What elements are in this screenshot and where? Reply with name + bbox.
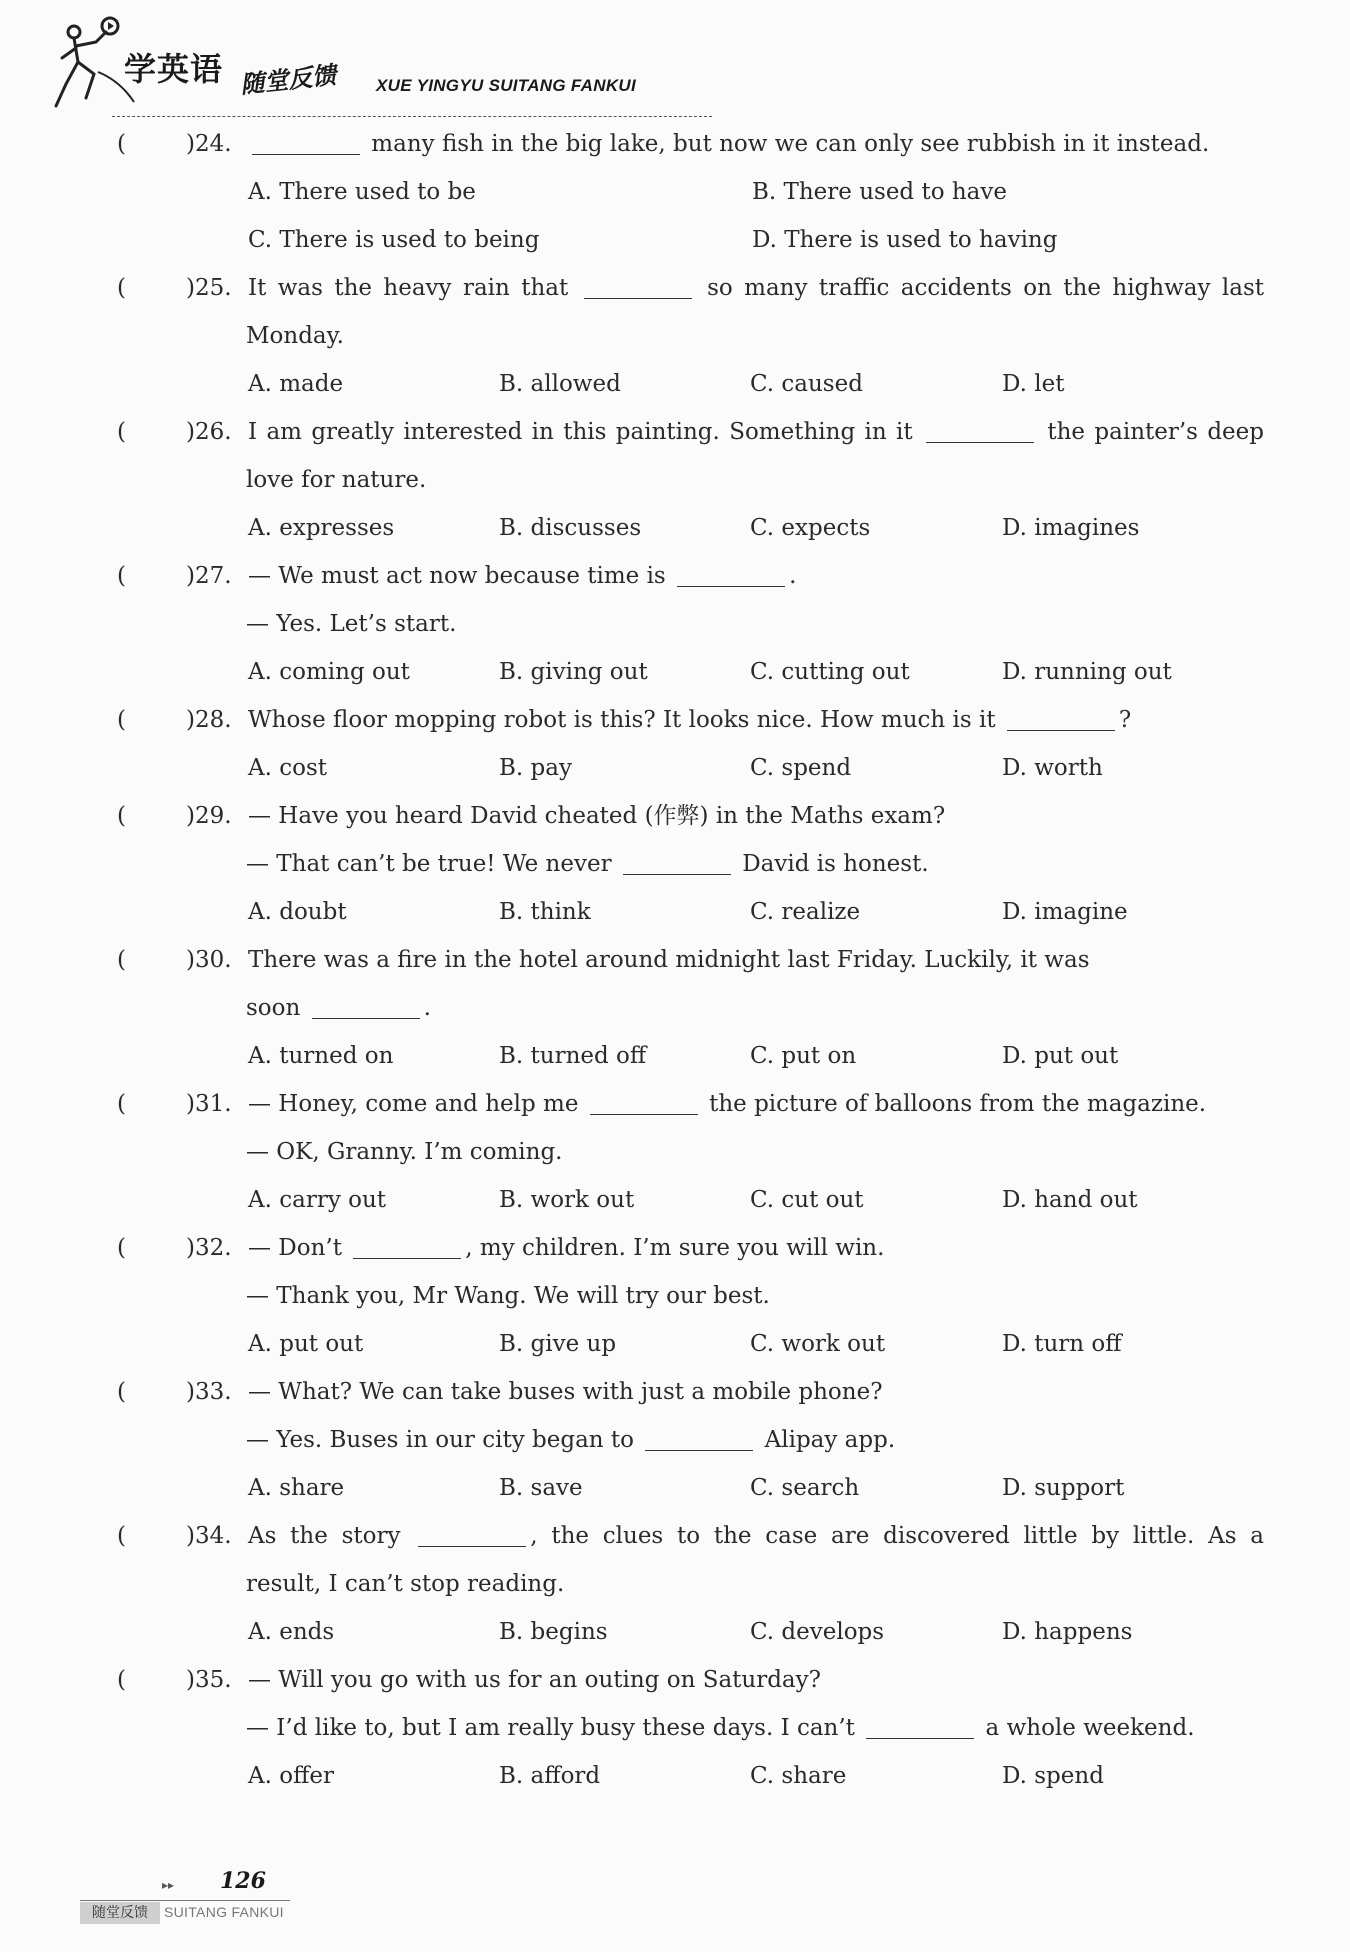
answer-paren-open: ( bbox=[117, 1667, 126, 1693]
options-row bbox=[0, 216, 1350, 264]
question-segment: result, I can’t stop reading. bbox=[246, 1571, 565, 1597]
option-b[interactable]: B. give up bbox=[499, 1331, 617, 1357]
question-text bbox=[248, 936, 1264, 984]
question-line bbox=[0, 264, 1350, 312]
question-segment: soon bbox=[246, 995, 308, 1021]
options-row bbox=[0, 1320, 1350, 1368]
question-segment: As the story bbox=[248, 1523, 415, 1549]
question-item bbox=[0, 1368, 1350, 1512]
question-line bbox=[0, 984, 1350, 1032]
question-text bbox=[246, 1704, 1264, 1752]
option-c[interactable]: C. realize bbox=[750, 899, 861, 925]
question-segment: — Have you heard David cheated (作弊) in the Maths exam? bbox=[248, 803, 946, 829]
answer-paren-open: ( bbox=[117, 131, 126, 157]
question-segment: — Will you go with us for an outing on Saturday? bbox=[248, 1667, 821, 1693]
question-item bbox=[0, 1656, 1350, 1800]
question-item bbox=[0, 1512, 1350, 1656]
question-line bbox=[0, 1080, 1350, 1128]
answer-blank[interactable] bbox=[584, 272, 692, 299]
question-line bbox=[0, 456, 1350, 504]
answer-blank[interactable] bbox=[590, 1088, 698, 1115]
header-divider bbox=[112, 116, 712, 117]
option-c[interactable]: C. cutting out bbox=[750, 659, 910, 685]
page-footer bbox=[80, 1862, 380, 1932]
question-segment: love for nature. bbox=[246, 467, 427, 493]
option-b[interactable]: B. giving out bbox=[499, 659, 648, 685]
options-row bbox=[0, 648, 1350, 696]
option-d[interactable]: D. imagine bbox=[1002, 899, 1128, 925]
option-d[interactable]: D. running out bbox=[1002, 659, 1172, 685]
question-text bbox=[246, 1272, 1264, 1320]
options-row bbox=[0, 1032, 1350, 1080]
option-d[interactable]: D. hand out bbox=[1002, 1187, 1138, 1213]
option-d[interactable]: D. let bbox=[1002, 371, 1065, 397]
question-text bbox=[246, 984, 1264, 1032]
answer-paren-open: ( bbox=[117, 947, 126, 973]
option-d[interactable]: D. support bbox=[1002, 1475, 1125, 1501]
option-a[interactable]: A. put out bbox=[248, 1331, 364, 1357]
question-line bbox=[0, 696, 1350, 744]
option-c[interactable]: C. cut out bbox=[750, 1187, 864, 1213]
question-text bbox=[246, 1560, 1264, 1608]
question-item bbox=[0, 792, 1350, 936]
question-number: )29. bbox=[186, 803, 232, 829]
question-number: )33. bbox=[186, 1379, 232, 1405]
footer-divider bbox=[80, 1900, 290, 1901]
header-pinyin: XUE YINGYU SUITANG FANKUI bbox=[376, 76, 637, 95]
answer-blank[interactable] bbox=[926, 416, 1034, 443]
question-text bbox=[248, 552, 1264, 600]
answer-blank[interactable] bbox=[353, 1232, 461, 1259]
answer-blank[interactable] bbox=[252, 128, 360, 155]
answer-blank[interactable] bbox=[866, 1712, 974, 1739]
option-d[interactable]: D. worth bbox=[1002, 755, 1103, 781]
option-a[interactable]: A. share bbox=[248, 1475, 345, 1501]
option-a[interactable]: A. offer bbox=[248, 1763, 335, 1789]
question-segment: Whose floor mopping robot is this? It looks nice. How much is it bbox=[248, 707, 1003, 733]
question-number: )31. bbox=[186, 1091, 232, 1117]
question-segment: , my children. I’m sure you will win. bbox=[465, 1235, 885, 1261]
option-a[interactable]: A. There used to be bbox=[248, 179, 476, 205]
option-b[interactable]: B. discusses bbox=[499, 515, 642, 541]
question-number: )26. bbox=[186, 419, 232, 445]
question-text bbox=[248, 120, 1264, 168]
question-text bbox=[248, 1224, 1264, 1272]
option-d[interactable]: D. put out bbox=[1002, 1043, 1119, 1069]
question-segment: so many traffic accidents on the highway last bbox=[695, 275, 1265, 301]
answer-blank[interactable] bbox=[418, 1520, 526, 1547]
option-c[interactable]: C. There is used to being bbox=[248, 227, 540, 253]
question-segment: — Thank you, Mr Wang. We will try our best. bbox=[246, 1283, 770, 1309]
question-segment: — What? We can take buses with just a mobile phone? bbox=[248, 1379, 883, 1405]
question-line bbox=[0, 1656, 1350, 1704]
question-text bbox=[248, 1080, 1264, 1128]
option-a[interactable]: A. turned on bbox=[248, 1043, 394, 1069]
answer-paren-open: ( bbox=[117, 803, 126, 829]
question-line bbox=[0, 840, 1350, 888]
answer-blank[interactable] bbox=[312, 992, 420, 1019]
option-c[interactable]: C. work out bbox=[750, 1331, 886, 1357]
question-number: )25. bbox=[186, 275, 232, 301]
options-row bbox=[0, 1464, 1350, 1512]
options-row bbox=[0, 888, 1350, 936]
question-segment: There was a fire in the hotel around midnight last Friday. Luckily, it was bbox=[248, 947, 1090, 973]
question-segment: Alipay app. bbox=[757, 1427, 896, 1453]
question-line bbox=[0, 312, 1350, 360]
question-item bbox=[0, 408, 1350, 552]
option-c[interactable]: C. share bbox=[750, 1763, 847, 1789]
question-segment: — Yes. Let’s start. bbox=[246, 611, 457, 637]
question-line bbox=[0, 1512, 1350, 1560]
option-c[interactable]: C. spend bbox=[750, 755, 852, 781]
question-segment: the picture of balloons from the magazine. bbox=[701, 1091, 1207, 1117]
option-c[interactable]: C. develops bbox=[750, 1619, 885, 1645]
question-segment: — We must act now because time is bbox=[248, 563, 674, 589]
question-segment: — Honey, come and help me bbox=[248, 1091, 586, 1117]
option-a[interactable]: A. carry out bbox=[248, 1187, 387, 1213]
question-segment: It was the heavy rain that bbox=[248, 275, 580, 301]
question-text bbox=[246, 1128, 1264, 1176]
answer-paren-open: ( bbox=[117, 419, 126, 445]
question-line bbox=[0, 1416, 1350, 1464]
answer-paren-open: ( bbox=[117, 1523, 126, 1549]
question-item bbox=[0, 120, 1350, 264]
option-c[interactable]: C. search bbox=[750, 1475, 860, 1501]
option-c[interactable]: C. expects bbox=[750, 515, 871, 541]
footer-english: SUITANG FANKUI bbox=[164, 1904, 284, 1920]
question-line bbox=[0, 936, 1350, 984]
question-text bbox=[248, 792, 1264, 840]
option-b[interactable]: B. afford bbox=[499, 1763, 601, 1789]
footer-badge: 随堂反馈 bbox=[80, 1902, 160, 1924]
answer-paren-open: ( bbox=[117, 1235, 126, 1261]
option-c[interactable]: C. caused bbox=[750, 371, 863, 397]
question-segment: I am greatly interested in this painting. Something in it bbox=[248, 419, 923, 445]
answer-paren-open: ( bbox=[117, 1379, 126, 1405]
question-line bbox=[0, 1272, 1350, 1320]
question-line bbox=[0, 120, 1350, 168]
question-number: )34. bbox=[186, 1523, 232, 1549]
question-segment: . bbox=[789, 563, 797, 589]
question-segment: the painter’s deep bbox=[1038, 419, 1264, 445]
options-row bbox=[0, 168, 1350, 216]
option-b[interactable]: B. allowed bbox=[499, 371, 621, 397]
option-c[interactable]: C. put on bbox=[750, 1043, 857, 1069]
question-text bbox=[246, 1416, 1264, 1464]
question-segment: — OK, Granny. I’m coming. bbox=[246, 1139, 563, 1165]
question-item bbox=[0, 1224, 1350, 1368]
options-row bbox=[0, 504, 1350, 552]
answer-blank[interactable] bbox=[623, 848, 731, 875]
question-item bbox=[0, 552, 1350, 696]
answer-paren-open: ( bbox=[117, 1091, 126, 1117]
question-item bbox=[0, 1080, 1350, 1224]
question-line bbox=[0, 552, 1350, 600]
answer-blank[interactable] bbox=[1007, 704, 1115, 731]
options-row bbox=[0, 744, 1350, 792]
question-text bbox=[248, 1512, 1264, 1560]
answer-paren-open: ( bbox=[117, 275, 126, 301]
question-text bbox=[246, 600, 1264, 648]
question-line bbox=[0, 1368, 1350, 1416]
page-number: 126 bbox=[220, 1868, 266, 1894]
header-title: 学英语 bbox=[124, 50, 224, 88]
answer-paren-open: ( bbox=[117, 563, 126, 589]
question-number: )24. bbox=[186, 131, 232, 157]
option-d[interactable]: D. turn off bbox=[1002, 1331, 1122, 1357]
question-segment: . bbox=[423, 995, 431, 1021]
question-number: )32. bbox=[186, 1235, 232, 1261]
option-a[interactable]: A. doubt bbox=[248, 899, 347, 925]
options-row bbox=[0, 1608, 1350, 1656]
option-b[interactable]: B. pay bbox=[499, 755, 572, 781]
question-segment: Monday. bbox=[246, 323, 344, 349]
question-text bbox=[248, 1368, 1264, 1416]
option-d[interactable]: D. imagines bbox=[1002, 515, 1140, 541]
question-segment: , the clues to the case are discovered little by little. As a bbox=[530, 1523, 1264, 1549]
option-a[interactable]: A. ends bbox=[248, 1619, 335, 1645]
answer-blank[interactable] bbox=[645, 1424, 753, 1451]
option-a[interactable]: A. coming out bbox=[248, 659, 410, 685]
question-item bbox=[0, 696, 1350, 792]
question-line bbox=[0, 1224, 1350, 1272]
question-segment: ? bbox=[1118, 707, 1132, 733]
question-text bbox=[248, 264, 1264, 312]
question-number: )35. bbox=[186, 1667, 232, 1693]
question-number: )30. bbox=[186, 947, 232, 973]
question-number: )28. bbox=[186, 707, 232, 733]
question-segment: many fish in the big lake, but now we can only see rubbish in it instead. bbox=[364, 131, 1210, 157]
question-text bbox=[246, 840, 1264, 888]
question-segment: a whole weekend. bbox=[978, 1715, 1195, 1741]
option-b[interactable]: B. save bbox=[499, 1475, 583, 1501]
option-d[interactable]: D. spend bbox=[1002, 1763, 1104, 1789]
option-b[interactable]: B. There used to have bbox=[752, 179, 1007, 205]
option-a[interactable]: A. made bbox=[248, 371, 344, 397]
question-segment: — Yes. Buses in our city began to bbox=[246, 1427, 642, 1453]
question-line bbox=[0, 408, 1350, 456]
question-item bbox=[0, 264, 1350, 408]
options-row bbox=[0, 360, 1350, 408]
options-row bbox=[0, 1176, 1350, 1224]
question-line bbox=[0, 792, 1350, 840]
question-text bbox=[246, 312, 1264, 360]
question-text bbox=[248, 1656, 1264, 1704]
question-line bbox=[0, 1560, 1350, 1608]
options-row bbox=[0, 1752, 1350, 1800]
option-d[interactable]: D. There is used to having bbox=[752, 227, 1058, 253]
option-b[interactable]: B. work out bbox=[499, 1187, 635, 1213]
option-b[interactable]: B. turned off bbox=[499, 1043, 647, 1069]
question-line bbox=[0, 1704, 1350, 1752]
footer-arrows-icon: ▸▸ bbox=[162, 1878, 175, 1892]
option-b[interactable]: B. begins bbox=[499, 1619, 608, 1645]
question-text bbox=[248, 696, 1264, 744]
question-text bbox=[246, 456, 1264, 504]
question-line bbox=[0, 600, 1350, 648]
page-header bbox=[52, 14, 672, 114]
question-list bbox=[0, 120, 1350, 1800]
question-item bbox=[0, 936, 1350, 1080]
option-b[interactable]: B. think bbox=[499, 899, 591, 925]
answer-blank[interactable] bbox=[677, 560, 785, 587]
answer-paren-open: ( bbox=[117, 707, 126, 733]
question-segment: — That can’t be true! We never bbox=[246, 851, 619, 877]
option-a[interactable]: A. cost bbox=[248, 755, 328, 781]
question-number: )27. bbox=[186, 563, 232, 589]
option-a[interactable]: A. expresses bbox=[248, 515, 395, 541]
header-subtitle: 随堂反馈 bbox=[239, 61, 338, 99]
question-segment: — Don’t bbox=[248, 1235, 350, 1261]
question-line bbox=[0, 1128, 1350, 1176]
option-d[interactable]: D. happens bbox=[1002, 1619, 1133, 1645]
question-segment: — I’d like to, but I am really busy these days. I can’t bbox=[246, 1715, 863, 1741]
question-segment: David is honest. bbox=[734, 851, 929, 877]
question-text bbox=[248, 408, 1264, 456]
